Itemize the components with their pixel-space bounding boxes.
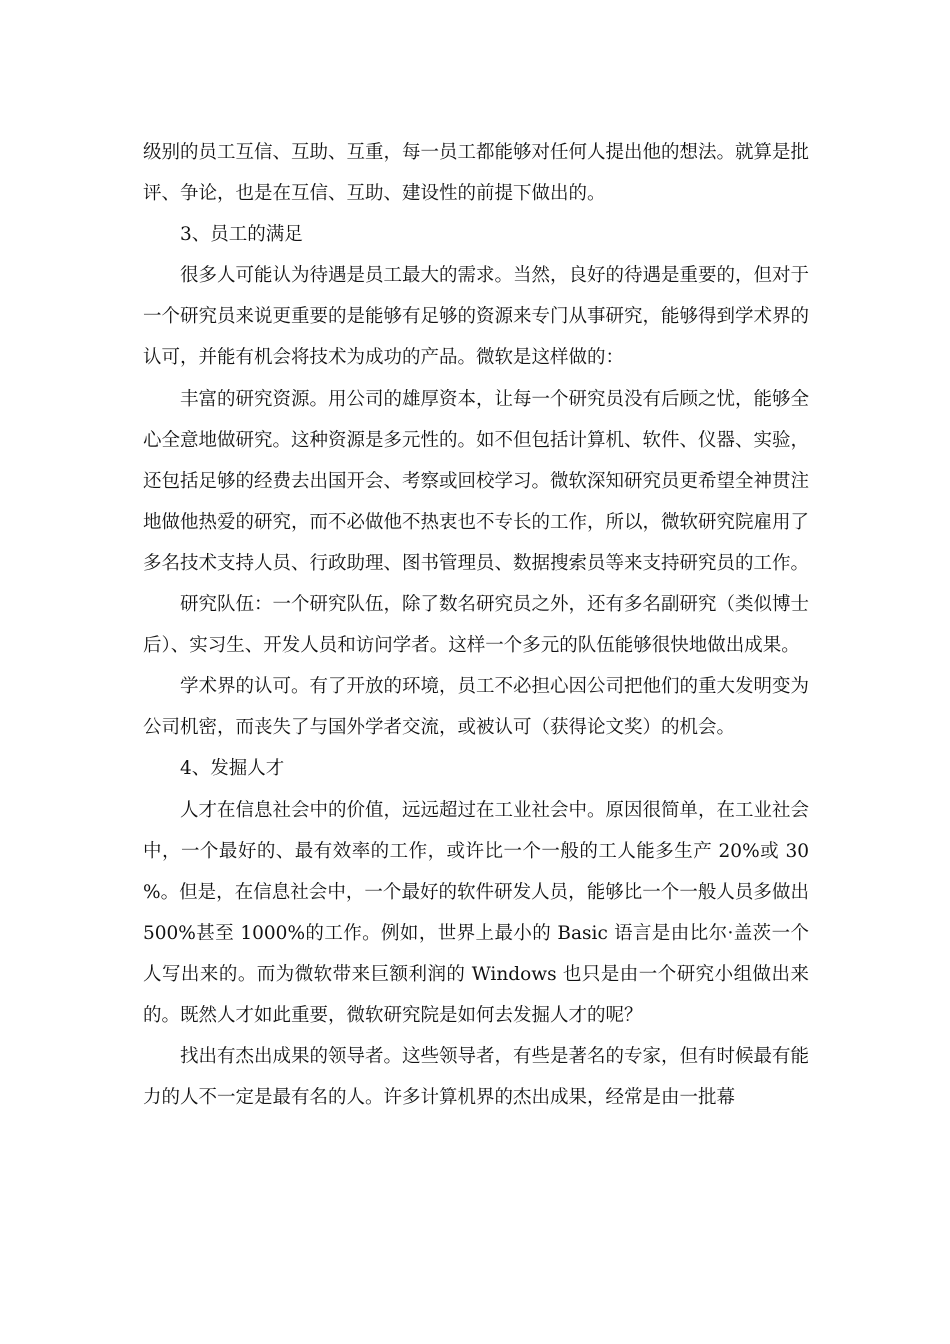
paragraph-continued-mutual-trust: 级别的员工互信、互助、互重，每一员工都能够对任何人提出他的想法。就算是批评、争论，也是在互信、互助、建设性的前提下做出的。 <box>143 142 810 205</box>
paragraph-academic-recognition: 学术界的认可。有了开放的环境，员工不必担心因公司把他们的重大发明变为公司机密，而丧失了与国外学者交流，或被认可（获得论文奖）的机会。 <box>143 676 810 739</box>
paragraph-talent-value: 人才在信息社会中的价值，远远超过在工业社会中。原因很简单，在工业社会中，一个最好的、最有效率的工作，或许比一个一般的工人能多生产 20%或 30%。但是，在信息社会中，一个最好的软件研发人员，能够比一个一般人员多做出 500%甚至 1000%的工作。例如，世界上最小的 Basic 语言是由比尔·盖茨一个人写出来的。而为微软带来巨额利润的 Windows 也只是由一个研究小组做出来的。既然人才如此重要，微软研究院是如何去发掘人才的呢？ <box>143 799 810 1026</box>
paragraph-research-resources: 丰富的研究资源。用公司的雄厚资本，让每一个研究员没有后顾之忧，能够全心全意地做研究。这种资源是多元性的。如不但包括计算机、软件、仪器、实验，还包括足够的经费去出国开会、考察或回校学习。微软深知研究员更希望全神贯注地做他热爱的研究，而不必做他不热衷也不专长的工作，所以，微软研究院雇用了多名技术支持人员、行政助理、图书管理员、数据搜索员等来支持研究员的工作。 <box>143 388 810 574</box>
section-heading-employee-satisfaction: 3、员工的满足 <box>180 224 303 246</box>
paragraph-research-team: 研究队伍：一个研究队伍，除了数名研究员之外，还有多名副研究（类似博士后）、实习生、开发人员和访问学者。这样一个多元的队伍能够很快地做出成果。 <box>143 594 810 657</box>
paragraph-finding-leaders: 找出有杰出成果的领导者。这些领导者，有些是著名的专家，但有时候最有能力的人不一定是最有名的人。许多计算机界的杰出成果，经常是由一批幕 <box>143 1046 810 1109</box>
document-body <box>143 132 809 1118</box>
section-heading-discovering-talent: 4、发掘人才 <box>180 758 285 780</box>
paragraph-compensation: 很多人可能认为待遇是员工最大的需求。当然，良好的待遇是重要的，但对于一个研究员来说更重要的是能够有足够的资源来专门从事研究，能够得到学术界的认可，并能有机会将技术为成功的产品。微软是这样做的： <box>143 265 810 369</box>
